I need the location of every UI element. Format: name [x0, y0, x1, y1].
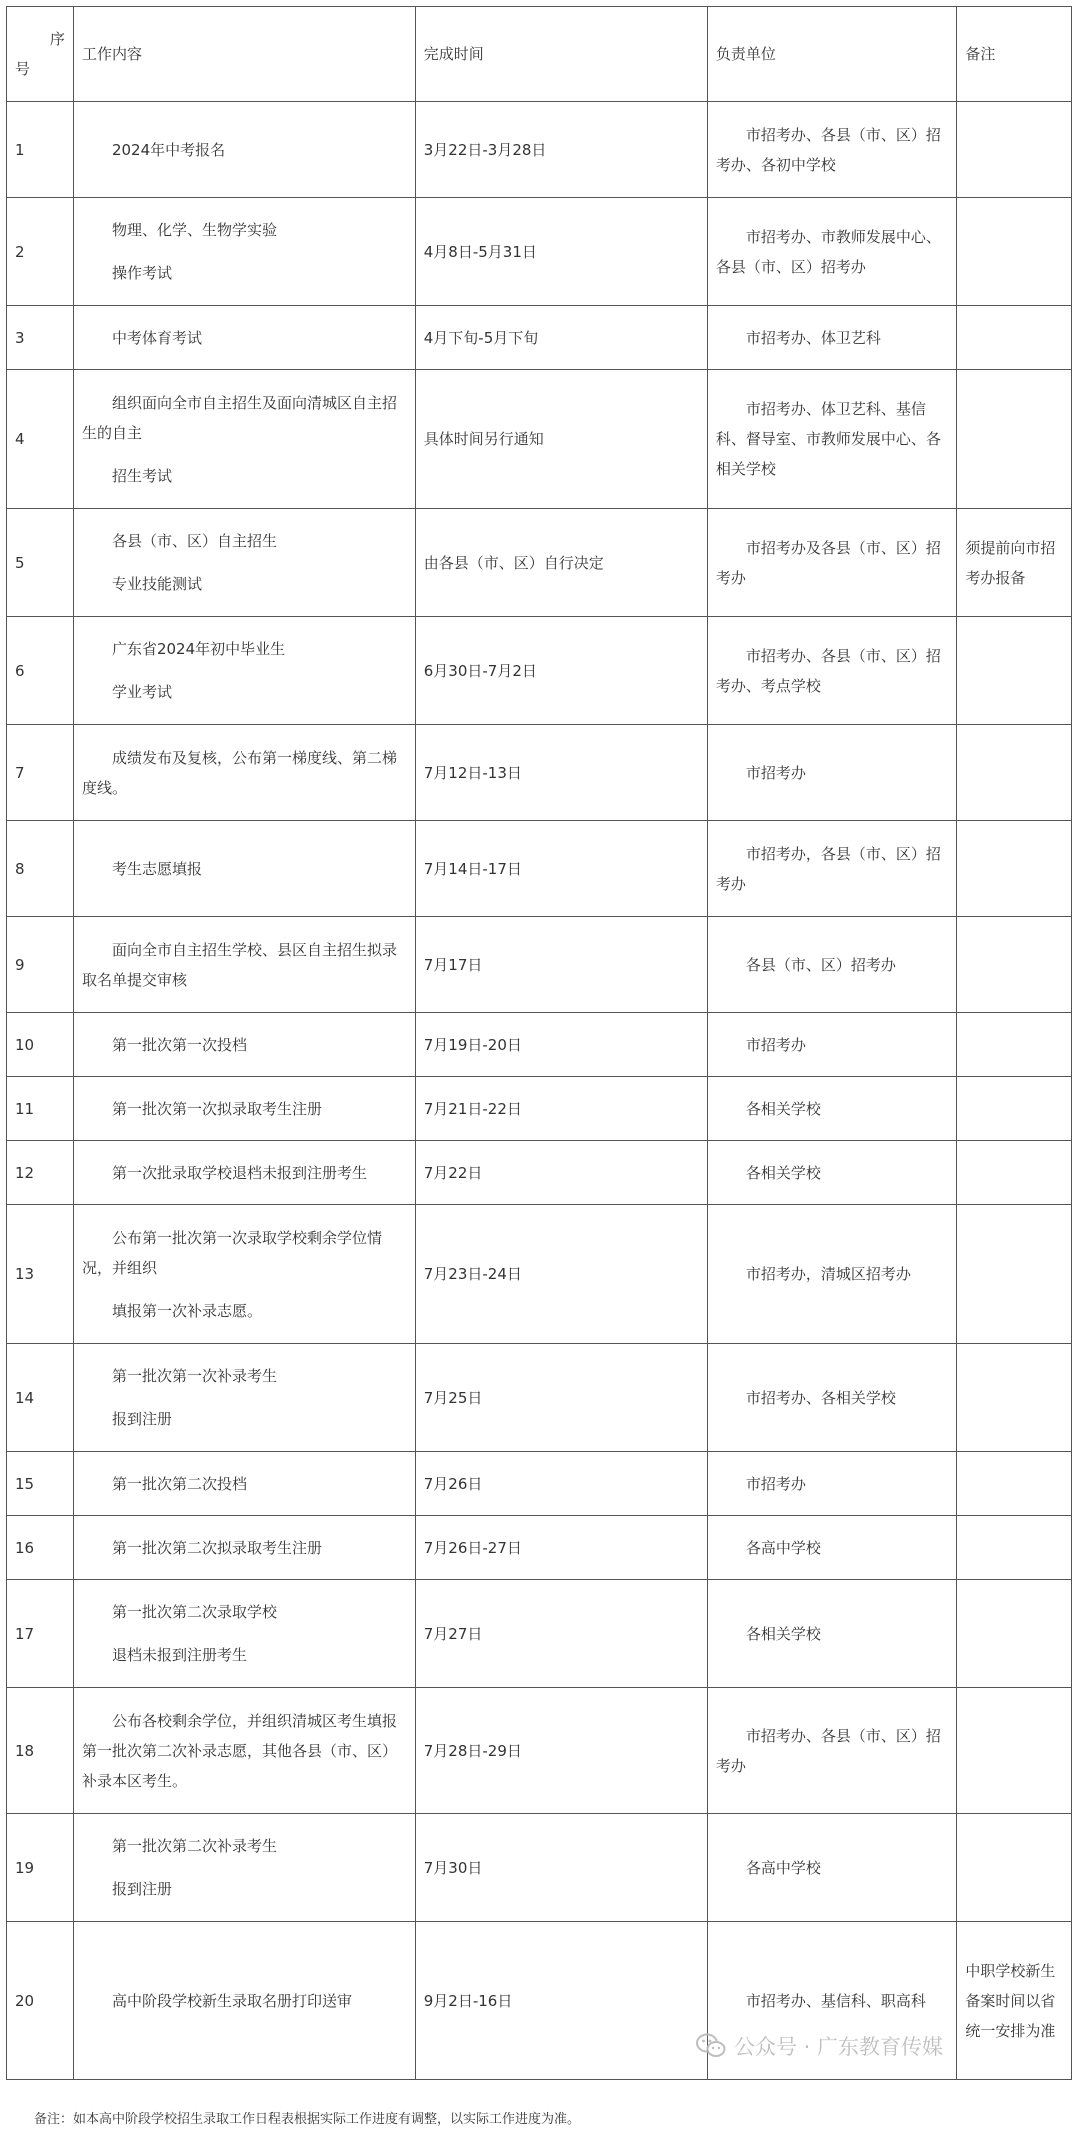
row-note	[957, 1580, 1072, 1688]
row-number: 14	[7, 1344, 74, 1452]
row-time: 7月26日	[415, 1452, 707, 1516]
row-time: 7月21日-22日	[415, 1077, 707, 1141]
row-number: 12	[7, 1141, 74, 1205]
task-line: 专业技能测试	[111, 575, 202, 593]
row-number: 17	[7, 1580, 74, 1688]
watermark-text: 公众号 · 广东教育传媒	[734, 2035, 944, 2059]
row-task	[73, 617, 415, 725]
row-note	[957, 102, 1072, 198]
row-number: 4	[7, 370, 74, 509]
task-line: 物理、化学、生物学实验	[111, 221, 277, 239]
task-line: 第一批次第一次补录考生	[111, 1367, 277, 1385]
task-line: 各县（市、区）自主招生	[111, 532, 277, 550]
row-unit	[707, 1516, 957, 1580]
unit-text: 市招考办、体卫艺科	[745, 328, 881, 347]
row-time: 7月12日-13日	[415, 725, 707, 821]
header-no-top: 序	[49, 30, 65, 48]
row-note	[957, 1814, 1072, 1922]
row-unit	[707, 1013, 957, 1077]
row-task	[73, 1077, 415, 1141]
row-note	[957, 1141, 1072, 1205]
row-unit	[707, 1141, 957, 1205]
table-row	[7, 306, 1072, 370]
row-number: 11	[7, 1077, 74, 1141]
row-number: 2	[7, 198, 74, 306]
table-row	[7, 1141, 1072, 1205]
row-note	[957, 1013, 1072, 1077]
row-time: 7月23日-24日	[415, 1205, 707, 1344]
unit-text: 市招考办	[745, 763, 806, 782]
row-unit	[707, 617, 957, 725]
table-row	[7, 1077, 1072, 1141]
task-line: 报到注册	[111, 1880, 172, 1898]
row-note	[957, 917, 1072, 1013]
unit-text: 各相关学校	[745, 1624, 821, 1643]
row-unit	[707, 1688, 957, 1814]
row-task	[73, 509, 415, 617]
row-unit	[707, 198, 957, 306]
unit-text: 市招考办	[745, 1474, 806, 1493]
row-task	[73, 1344, 415, 1452]
header-task: 工作内容	[73, 7, 415, 102]
task-line: 考生志愿填报	[111, 859, 202, 878]
header-row	[7, 7, 1072, 102]
task-line: 报到注册	[111, 1410, 172, 1428]
row-number: 7	[7, 725, 74, 821]
row-task	[73, 1452, 415, 1516]
task-line: 中考体育考试	[111, 328, 202, 347]
task-line: 第一次批录取学校退档未报到注册考生	[111, 1163, 367, 1182]
row-unit	[707, 1205, 957, 1344]
table-row	[7, 917, 1072, 1013]
task-line: 高中阶段学校新生录取名册打印送审	[111, 1991, 352, 2010]
row-task	[73, 306, 415, 370]
task-line: 第一批次第一次拟录取考生注册	[111, 1099, 322, 1118]
task-line: 第一批次第二次补录考生	[111, 1837, 277, 1855]
unit-text: 各高中学校	[745, 1858, 821, 1877]
row-note	[957, 1077, 1072, 1141]
task-line: 第一批次第二次拟录取考生注册	[111, 1538, 322, 1557]
unit-text: 各相关学校	[745, 1163, 821, 1182]
table-row	[7, 1814, 1072, 1922]
unit-text: 市招考办、基信科、职高科	[745, 1991, 926, 2010]
table-row	[7, 1452, 1072, 1516]
unit-text: 市招考办，清城区招考办	[745, 1265, 911, 1283]
table-row	[7, 370, 1072, 509]
row-number: 1	[7, 102, 74, 198]
row-task	[73, 1516, 415, 1580]
row-time: 7月30日	[415, 1814, 707, 1922]
wechat-icon	[696, 2033, 726, 2059]
row-task	[73, 102, 415, 198]
row-time: 7月14日-17日	[415, 821, 707, 917]
row-time: 7月26日-27日	[415, 1516, 707, 1580]
unit-text: 市招考办、各相关学校	[745, 1388, 896, 1407]
row-number: 16	[7, 1516, 74, 1580]
table-row	[7, 1344, 1072, 1452]
row-task	[73, 1205, 415, 1344]
task-line: 公布各校剩余学位，并组织清城区考生填报第一批次第二次补录志愿，其他各县（市、区）补录本区考生。	[81, 1711, 397, 1790]
row-number: 3	[7, 306, 74, 370]
row-unit	[707, 917, 957, 1013]
row-task	[73, 917, 415, 1013]
task-line: 学业考试	[111, 683, 172, 701]
row-unit	[707, 306, 957, 370]
row-time: 9月2日-16日	[415, 1922, 707, 2080]
row-time: 7月25日	[415, 1344, 707, 1452]
table-row	[7, 1688, 1072, 1814]
row-time: 4月8日-5月31日	[415, 198, 707, 306]
unit-text: 市招考办，各县（市、区）招考办	[715, 844, 941, 893]
row-number: 8	[7, 821, 74, 917]
table-row	[7, 102, 1072, 198]
unit-text: 市招考办、各县（市、区）招考办	[715, 1726, 941, 1775]
task-line: 第一批次第二次投档	[111, 1474, 247, 1493]
row-unit	[707, 1580, 957, 1688]
row-note	[957, 1516, 1072, 1580]
header-note: 备注	[957, 7, 1072, 102]
row-task	[73, 1814, 415, 1922]
row-number: 15	[7, 1452, 74, 1516]
row-task	[73, 1922, 415, 2080]
row-unit	[707, 1344, 957, 1452]
table-row	[7, 1580, 1072, 1688]
task-line: 成绩发布及复核，公布第一梯度线、第二梯度线。	[81, 748, 397, 797]
task-line: 招生考试	[111, 466, 172, 485]
row-unit	[707, 821, 957, 917]
unit-text: 各高中学校	[745, 1538, 821, 1557]
row-number: 9	[7, 917, 74, 1013]
row-task	[73, 725, 415, 821]
table-row	[7, 821, 1072, 917]
row-time: 7月28日-29日	[415, 1688, 707, 1814]
task-line: 退档未报到注册考生	[111, 1646, 247, 1664]
row-time: 由各县（市、区）自行决定	[415, 509, 707, 617]
watermark	[696, 2030, 943, 2062]
footnote: 备注：如本高中阶段学校招生录取工作日程表根据实际工作进度有调整，以实际工作进度为准。	[34, 2112, 581, 2127]
header-no-bottom: 号	[15, 60, 31, 78]
row-task	[73, 821, 415, 917]
task-line: 第一批次第一次投档	[111, 1035, 247, 1054]
header-time: 完成时间	[415, 7, 707, 102]
row-task	[73, 1580, 415, 1688]
row-unit	[707, 725, 957, 821]
task-line: 广东省2024年初中毕业生	[111, 640, 286, 658]
header-unit: 负责单位	[707, 7, 957, 102]
task-line: 组织面向全市自主招生及面向清城区自主招生的自主	[81, 393, 397, 442]
task-line: 第一批次第二次录取学校	[111, 1603, 277, 1621]
row-time: 7月19日-20日	[415, 1013, 707, 1077]
table-row	[7, 1516, 1072, 1580]
task-line: 公布第一批次第一次录取学校剩余学位情况，并组织	[81, 1228, 382, 1277]
row-note: 中职学校新生备案时间以省统一安排为准	[957, 1922, 1072, 2080]
row-unit	[707, 1452, 957, 1516]
unit-text: 各相关学校	[745, 1099, 821, 1118]
schedule-table	[6, 6, 1072, 2080]
row-note: 须提前向市招考办报备	[957, 509, 1072, 617]
row-note	[957, 1205, 1072, 1344]
table-row	[7, 1013, 1072, 1077]
row-unit	[707, 370, 957, 509]
table-row	[7, 198, 1072, 306]
row-time: 具体时间另行通知	[415, 370, 707, 509]
row-number: 10	[7, 1013, 74, 1077]
row-unit	[707, 509, 957, 617]
row-number: 18	[7, 1688, 74, 1814]
row-note	[957, 725, 1072, 821]
row-note	[957, 617, 1072, 725]
row-note	[957, 306, 1072, 370]
row-unit	[707, 1814, 957, 1922]
row-task	[73, 1141, 415, 1205]
row-time: 7月27日	[415, 1580, 707, 1688]
row-note	[957, 370, 1072, 509]
unit-text: 市招考办及各县（市、区）招考办	[715, 538, 941, 587]
row-unit	[707, 102, 957, 198]
row-note	[957, 198, 1072, 306]
table-row	[7, 509, 1072, 617]
table-body	[7, 102, 1072, 2080]
row-time: 6月30日-7月2日	[415, 617, 707, 725]
header-no	[7, 7, 74, 102]
unit-text: 市招考办、体卫艺科、基信科、督导室、市教师发展中心、各相关学校	[715, 400, 941, 478]
row-task	[73, 1013, 415, 1077]
unit-text: 市招考办	[745, 1035, 806, 1054]
row-note	[957, 821, 1072, 917]
table-row	[7, 617, 1072, 725]
row-time: 3月22日-3月28日	[415, 102, 707, 198]
row-task	[73, 370, 415, 509]
row-note	[957, 1344, 1072, 1452]
row-time: 4月下旬-5月下旬	[415, 306, 707, 370]
row-number: 6	[7, 617, 74, 725]
task-line: 操作考试	[111, 264, 172, 282]
row-number: 20	[7, 1922, 74, 2080]
row-note	[957, 1452, 1072, 1516]
row-task	[73, 198, 415, 306]
table-row	[7, 725, 1072, 821]
row-note	[957, 1688, 1072, 1814]
row-time: 7月17日	[415, 917, 707, 1013]
row-time: 7月22日	[415, 1141, 707, 1205]
row-number: 13	[7, 1205, 74, 1344]
task-line: 面向全市自主招生学校、县区自主招生拟录取名单提交审核	[81, 940, 397, 989]
table-row	[7, 1205, 1072, 1344]
row-task	[73, 1688, 415, 1814]
unit-text: 市招考办、各县（市、区）招考办、各初中学校	[715, 125, 941, 174]
unit-text: 市招考办、市教师发展中心、各县（市、区）招考办	[715, 227, 941, 276]
row-unit	[707, 1077, 957, 1141]
task-line: 填报第一次补录志愿。	[111, 1301, 262, 1320]
task-line: 2024年中考报名	[111, 140, 226, 159]
row-number: 5	[7, 509, 74, 617]
row-number: 19	[7, 1814, 74, 1922]
unit-text: 市招考办、各县（市、区）招考办、考点学校	[715, 646, 941, 695]
unit-text: 各县（市、区）招考办	[745, 955, 896, 974]
